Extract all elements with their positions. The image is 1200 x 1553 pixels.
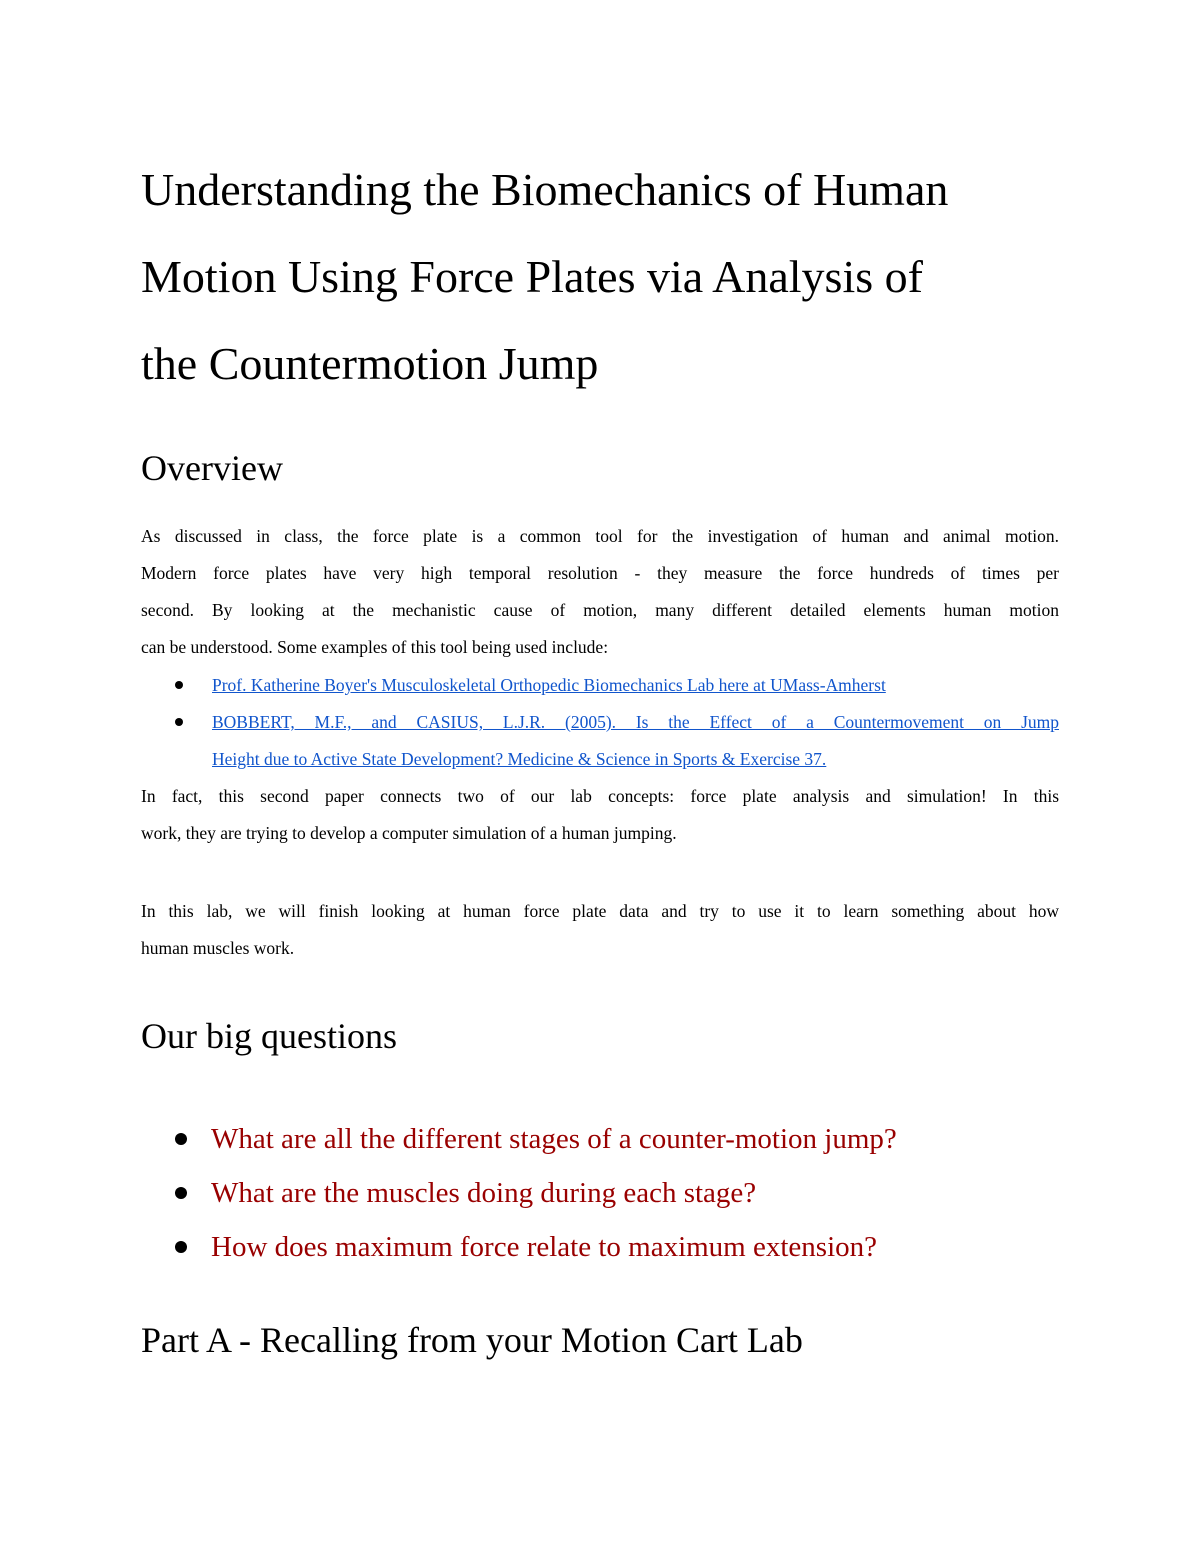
paragraph-line: can be understood. Some examples of this tool being used include: xyxy=(141,637,609,657)
part-a-heading: Part A - Recalling from your Motion Cart Lab xyxy=(141,1320,803,1360)
document-title xyxy=(141,146,1059,407)
paragraph-line: Modern force plates have very high temporal resolution - they measure the force hundreds of times per xyxy=(141,563,1059,583)
overview-heading: Overview xyxy=(141,448,283,488)
question-text: What are all the different stages of a counter-motion jump? xyxy=(211,1123,897,1155)
bullet-icon xyxy=(175,1133,187,1145)
title-line: Motion Using Force Plates via Analysis of xyxy=(141,251,923,302)
link-line: BOBBERT, M.F., and CASIUS, L.J.R. (2005). Is the Effect of a Countermovement on Jump xyxy=(212,712,1059,732)
question-item xyxy=(141,1112,1059,1166)
paragraph-line: work, they are trying to develop a computer simulation of a human jumping. xyxy=(141,823,677,843)
lab-intro-paragraph xyxy=(141,893,1059,967)
reference-link-bobbert-casius[interactable] xyxy=(212,704,1059,778)
question-text: How does maximum force relate to maximum extension? xyxy=(211,1231,878,1263)
overview-paragraph xyxy=(141,518,1059,666)
question-item xyxy=(141,1166,1059,1220)
title-line: Understanding the Biomechanics of Human xyxy=(141,164,949,215)
link-line: Prof. Katherine Boyer's Musculoskeletal Orthopedic Biomechanics Lab here at UMass-Amherst xyxy=(212,675,886,695)
reference-link-boyer-lab[interactable] xyxy=(212,667,1059,704)
paragraph-line: second. By looking at the mechanistic cause of motion, many different detailed elements human motion xyxy=(141,600,1059,620)
paragraph-line: In fact, this second paper connects two of our lab concepts: force plate analysis and simulation! In this xyxy=(141,786,1059,806)
reference-item xyxy=(141,667,1059,704)
bullet-icon xyxy=(175,681,183,689)
big-questions-heading: Our big questions xyxy=(141,1016,397,1056)
title-line: the Countermotion Jump xyxy=(141,338,599,389)
paragraph-line: As discussed in class, the force plate is a common tool for the investigation of human and animal motion. xyxy=(141,526,1059,546)
bullet-icon xyxy=(175,718,183,726)
bullet-icon xyxy=(175,1241,187,1253)
bullet-icon xyxy=(175,1187,187,1199)
question-item xyxy=(141,1220,1059,1274)
big-questions-list xyxy=(141,1112,1059,1274)
paragraph-line: human muscles work. xyxy=(141,938,295,958)
reference-item xyxy=(141,704,1059,778)
link-line: Height due to Active State Development? Medicine & Science in Sports & Exercise 37. xyxy=(212,749,827,769)
paragraph-line: In this lab, we will finish looking at human force plate data and try to use it to learn something about how xyxy=(141,901,1059,921)
reference-list xyxy=(141,667,1059,778)
second-paper-paragraph xyxy=(141,778,1059,852)
question-text: What are the muscles doing during each stage? xyxy=(211,1177,757,1209)
